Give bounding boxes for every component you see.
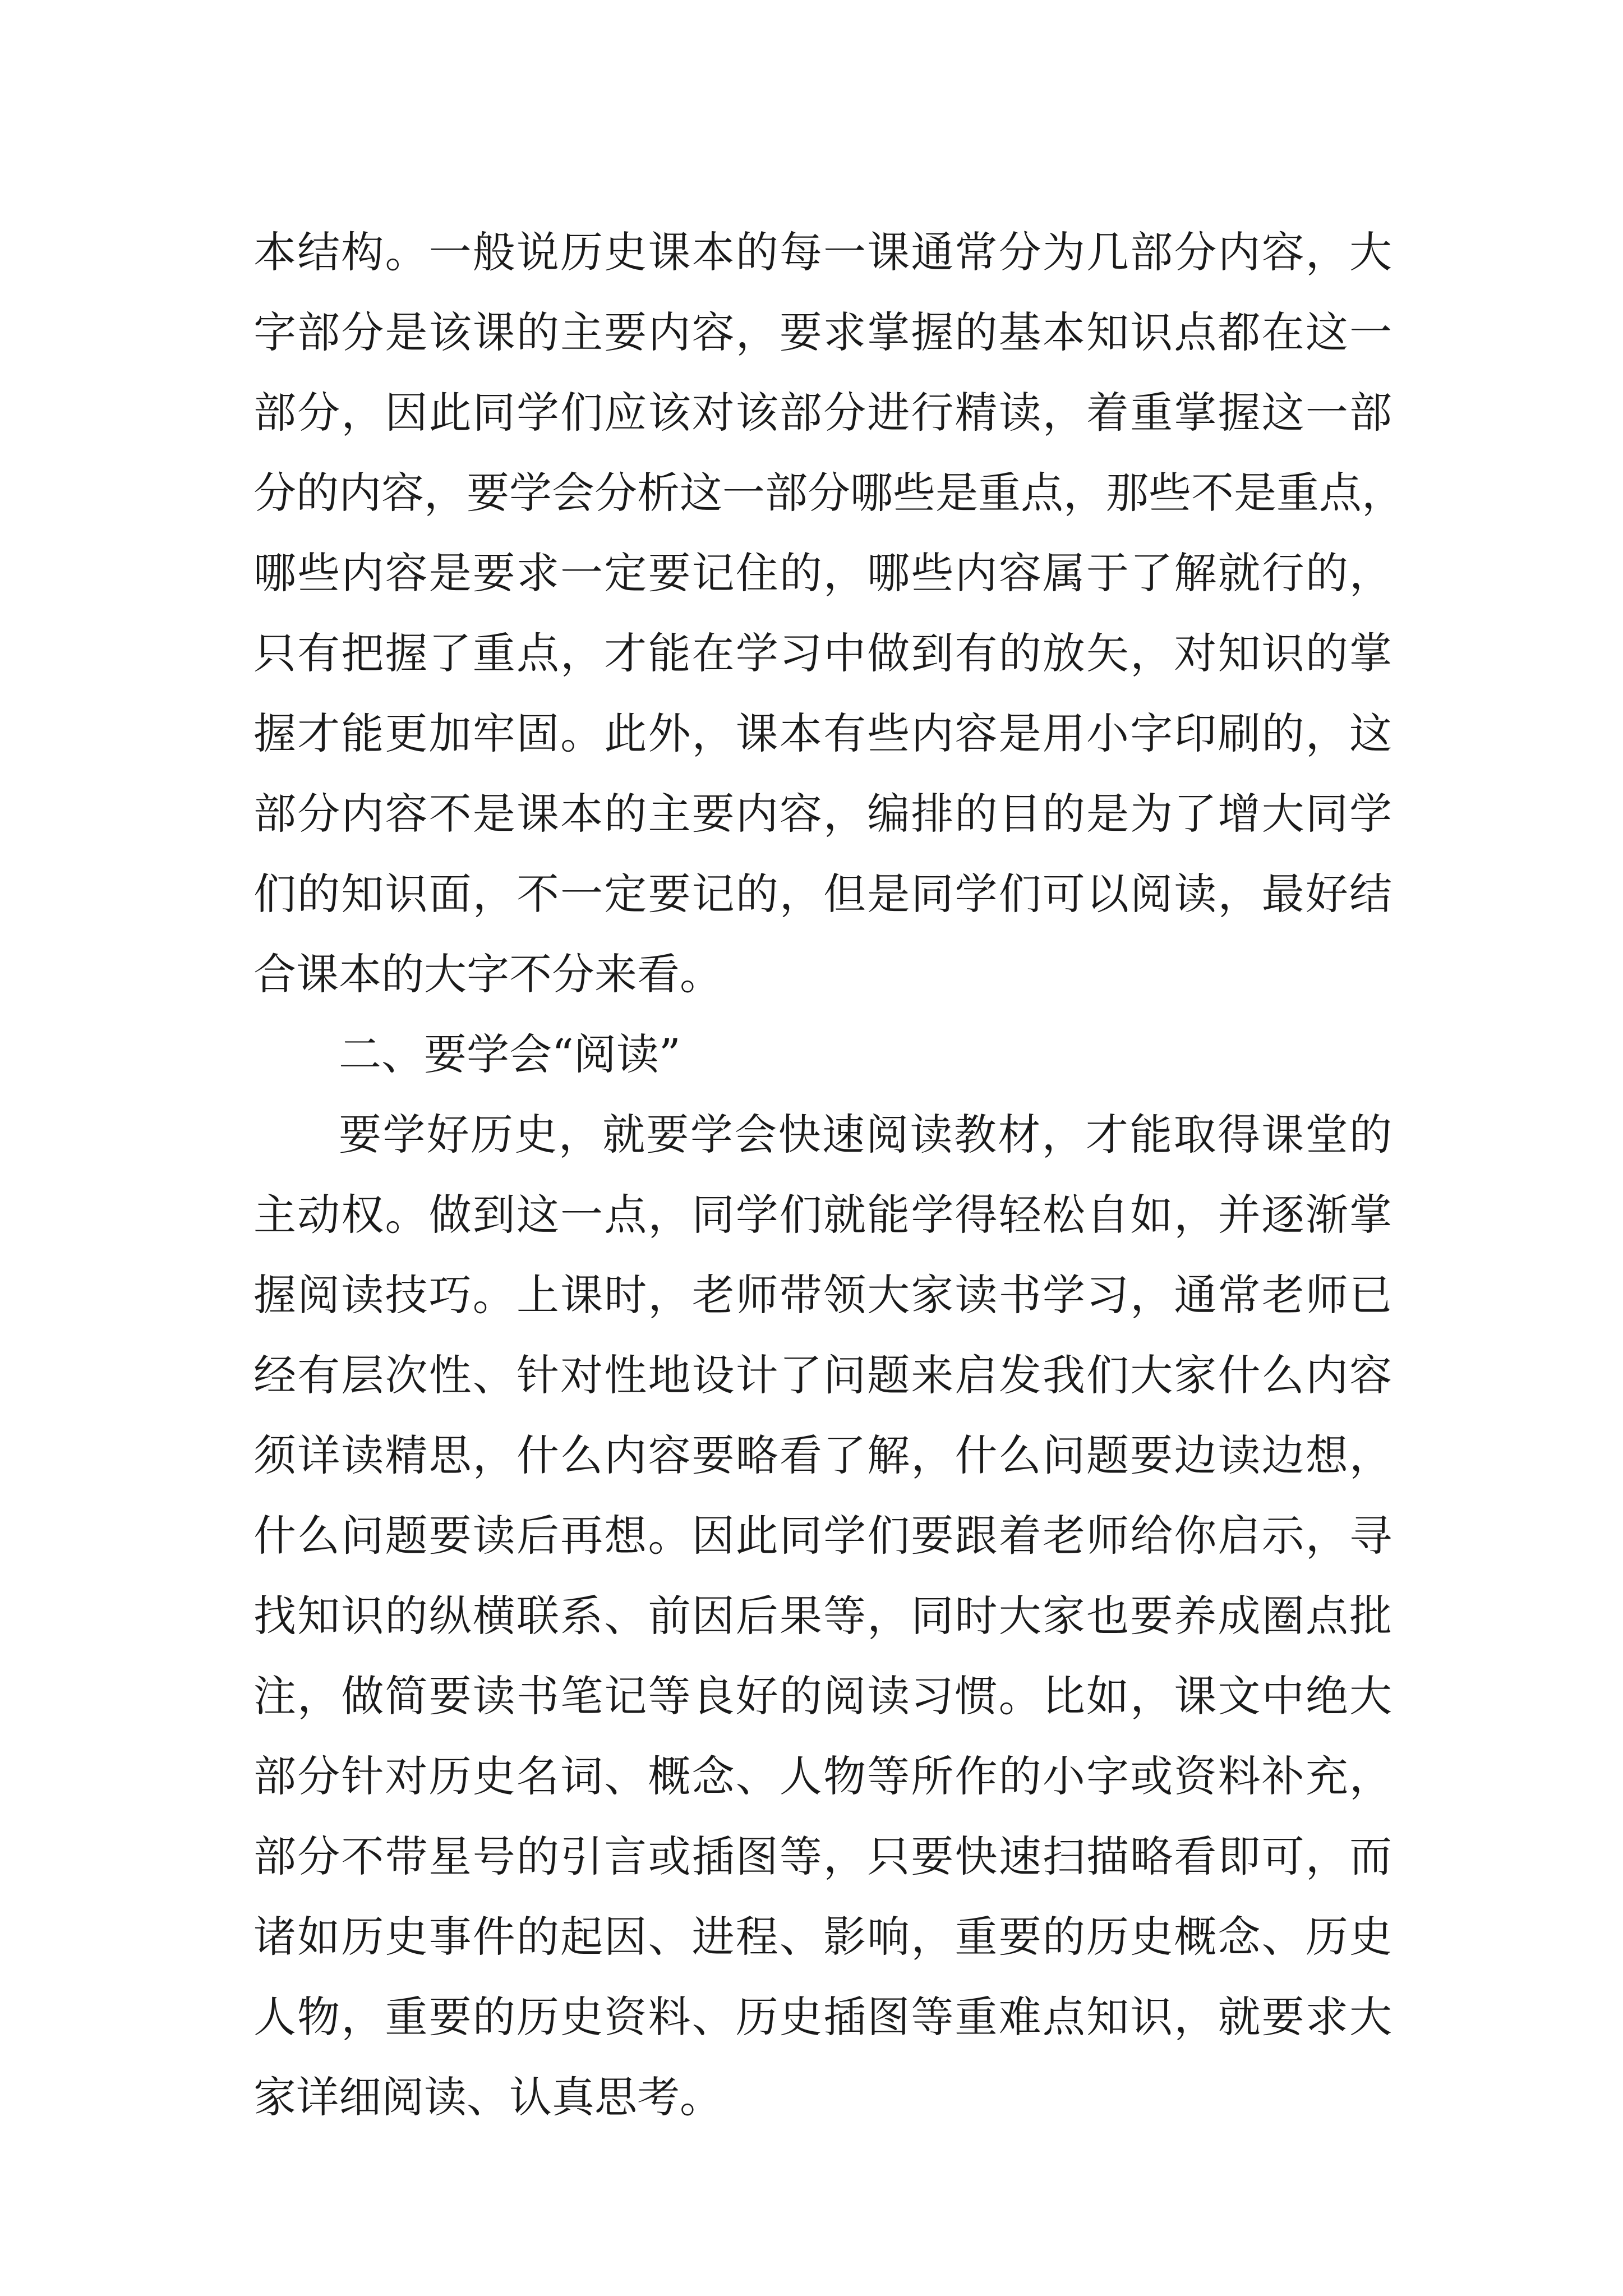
paragraph-line: 分的内容，要学会分析这一部分哪些是重点，那些不是重点， [253,468,1404,518]
paragraph-line: 哪些内容是要求一定要记住的，哪些内容属于了解就行的， [253,548,1392,598]
paragraph-line: 主动权。做到这一点，同学们就能学得轻松自如，并逐渐掌 [253,1190,1392,1240]
paragraph-line: 字部分是该课的主要内容，要求掌握的基本知识点都在这一 [253,307,1392,357]
paragraph-line: 部分不带星号的引言或插图等，只要快速扫描略看即可，而 [253,1832,1392,1881]
document-body [253,212,1404,2137]
paragraph-line: 握才能更加牢固。此外，课本有些内容是用小字印刷的，这 [253,708,1392,758]
paragraph-line: 部分，因此同学们应该对该部分进行精读，着重掌握这一部 [253,388,1392,438]
paragraph-line: 合课本的大字不分来看。 [253,949,722,999]
section-heading: 二、要学会“阅读” [339,1029,681,1079]
paragraph-line: 人物，重要的历史资料、历史插图等重难点知识，就要求大 [253,1992,1392,2042]
paragraph-line: 诸如历史事件的起因、进程、影响，重要的历史概念、历史 [253,1912,1392,1962]
paragraph-line: 什么问题要读后再想。因此同学们要跟着老师给你启示，寻 [253,1511,1392,1561]
paragraph-line: 家详细阅读、认真思考。 [253,2072,722,2122]
paragraph-line: 们的知识面，不一定要记的，但是同学们可以阅读，最好结 [253,869,1392,919]
paragraph-line: 只有把握了重点，才能在学习中做到有的放矢，对知识的掌 [253,628,1392,678]
paragraph-line: 部分内容不是课本的主要内容，编排的目的是为了增大同学 [253,789,1392,839]
paragraph-line: 本结构。一般说历史课本的每一课通常分为几部分内容，大 [253,227,1392,277]
paragraph-line: 须详读精思，什么内容要略看了解，什么问题要边读边想， [253,1430,1392,1480]
paragraph-line: 找知识的纵横联系、前因后果等，同时大家也要养成圈点批 [253,1591,1392,1641]
paragraph-line: 经有层次性、针对性地设计了问题来启发我们大家什么内容 [253,1350,1392,1400]
paragraph-line: 部分针对历史名词、概念、人物等所作的小字或资料补充， [253,1751,1392,1801]
paragraph-line: 握阅读技巧。上课时，老师带领大家读书学习，通常老师已 [253,1270,1392,1320]
paragraph-line: 注，做简要读书笔记等良好的阅读习惯。比如，课文中绝大 [253,1671,1392,1721]
paragraph-line: 要学好历史，就要学会快速阅读教材，才能取得课堂的 [339,1110,1392,1159]
